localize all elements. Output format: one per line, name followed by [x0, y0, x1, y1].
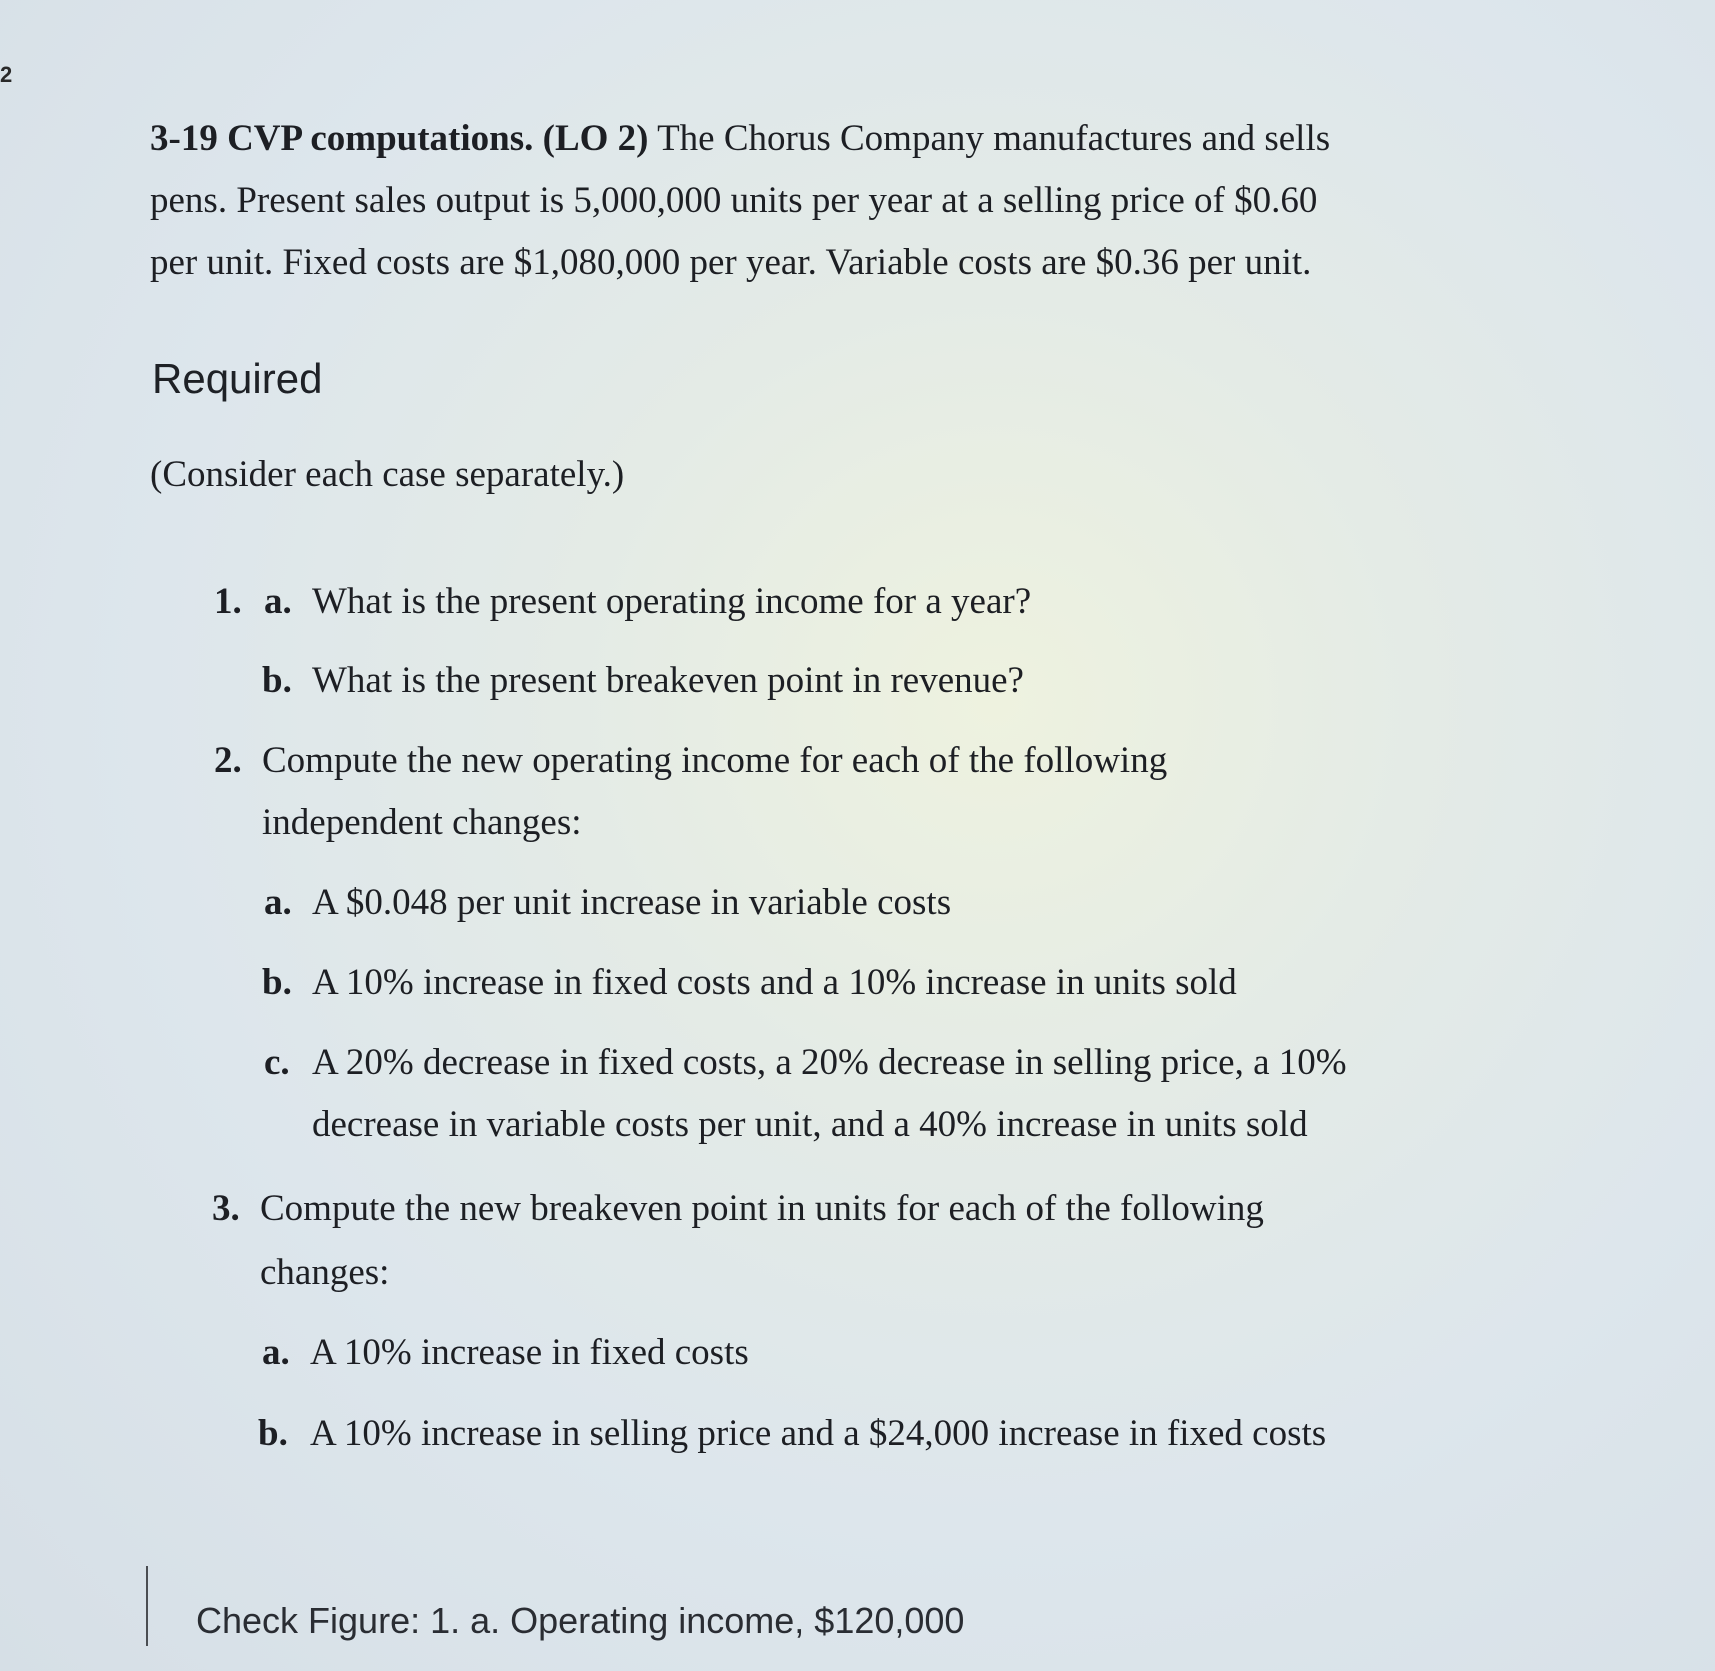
question-2c-line-1: A 20% decrease in fixed costs, a 20% decrease in selling price, a 10%	[312, 1042, 1347, 1083]
page-margin-number: 2	[0, 62, 13, 87]
sub-label: b.	[262, 660, 292, 701]
question-3-line-1: Compute the new breakeven point in units for each of the following	[260, 1188, 1264, 1229]
required-heading: Required	[152, 355, 323, 402]
sub-label: a.	[264, 882, 292, 923]
sub-label: c.	[264, 1042, 290, 1083]
question-1b-text: What is the present breakeven point in revenue?	[312, 660, 1024, 701]
sub-label: b.	[262, 962, 292, 1003]
problem-intro-line-2: pens. Present sales output is 5,000,000 units per year at a selling price of $0.60	[150, 180, 1318, 221]
question-number: 3.	[212, 1188, 240, 1229]
problem-intro-line-1: The Chorus Company manufactures and sells	[657, 118, 1331, 159]
question-2b-text: A 10% increase in fixed costs and a 10% increase in units sold	[312, 962, 1237, 1003]
question-3b-text: A 10% increase in selling price and a $24,000 increase in fixed costs	[310, 1413, 1327, 1454]
margin-rule	[146, 1566, 148, 1646]
question-1a-text: What is the present operating income for a year?	[312, 581, 1032, 622]
problem-heading: 3-19 CVP computations. (LO 2)	[150, 118, 649, 159]
question-2-line-1: Compute the new operating income for each of the following	[262, 740, 1168, 781]
sub-label: a.	[262, 1332, 290, 1373]
sub-label: b.	[258, 1413, 288, 1454]
sub-label: a.	[264, 581, 292, 622]
question-2a-text: A $0.048 per unit increase in variable costs	[312, 882, 952, 923]
question-number: 2.	[214, 740, 242, 781]
problem-intro-line-3: per unit. Fixed costs are $1,080,000 per year. Variable costs are $0.36 per unit.	[150, 242, 1312, 283]
problem-line-1	[150, 108, 1450, 170]
question-3a-text: A 10% increase in fixed costs	[310, 1332, 749, 1373]
question-2c-line-2: decrease in variable costs per unit, and a 40% increase in units sold	[312, 1104, 1308, 1145]
check-figure: Check Figure: 1. a. Operating income, $120,000	[196, 1600, 965, 1641]
question-2-line-2: independent changes:	[262, 802, 582, 843]
consider-note: (Consider each case separately.)	[150, 454, 625, 495]
problem-statement	[150, 108, 1450, 294]
question-number: 1.	[214, 581, 242, 622]
question-3-line-2: changes:	[260, 1252, 390, 1293]
